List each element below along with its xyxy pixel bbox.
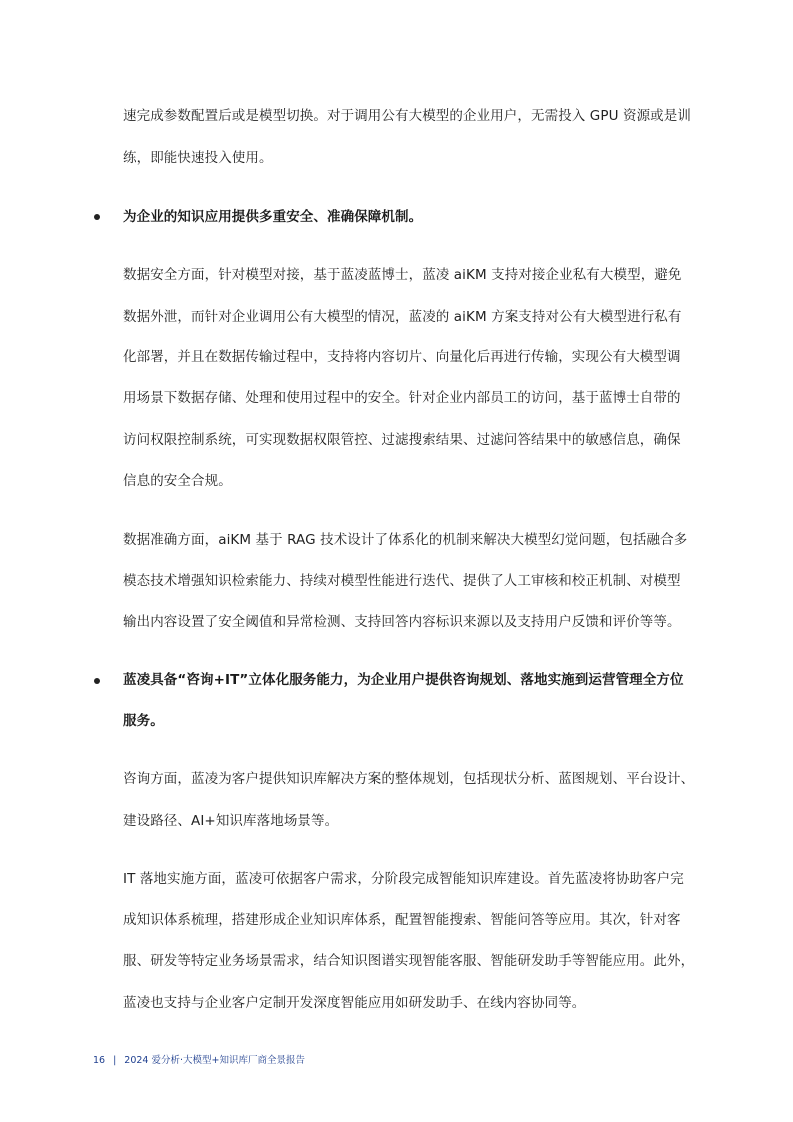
page-footer: [93, 1052, 305, 1066]
bullet-dot-1: [94, 214, 100, 220]
bullet-2-title-line-2: 服务。: [123, 713, 164, 729]
it-line-4: 蓝凌也支持与企业客户定制开发深度智能应用如研发助手、在线内容协同等。: [123, 995, 586, 1011]
report-title: 2024 爱分析·大模型+知识库厂商全景报告: [124, 1055, 305, 1066]
accuracy-line-1: 数据准确方面，aiKM 基于 RAG 技术设计了体系化的机制来解决大模型幻觉问题，包括融合多: [123, 532, 688, 548]
security-line-2: 数据外泄，而针对企业调用公有大模型的情况，蓝凌的 aiKM 方案支持对公有大模型进行私有: [123, 309, 682, 325]
bullet-dot-2: [94, 678, 100, 684]
it-line-1: IT 落地实施方面，蓝凌可依据客户需求，分阶段完成智能知识库建设。首先蓝凌将协助客户完: [123, 871, 684, 887]
it-line-3: 服、研发等特定业务场景需求，结合知识图谱实现智能客服、智能研发助手等智能应用。此外，: [123, 953, 695, 969]
it-line-2: 成知识体系梳理，搭建形成企业知识库体系，配置智能搜索、智能问答等应用。其次，针对客: [123, 912, 681, 928]
security-line-3: 化部署，并且在数据传输过程中，支持将内容切片、向量化后再进行传输，实现公有大模型调: [123, 349, 681, 365]
footer-separator: |: [113, 1055, 117, 1066]
security-line-5: 访问权限控制系统，可实现数据权限管控、过滤搜索结果、过滤问答结果中的敏感信息，确保: [123, 432, 681, 448]
security-line-1: 数据安全方面，针对模型对接，基于蓝凌蓝博士，蓝凌 aiKM 支持对接企业私有大模型，避免: [123, 267, 682, 283]
security-line-4: 用场景下数据存储、处理和使用过程中的安全。针对企业内部员工的访问，基于蓝博士自带的: [123, 390, 681, 406]
intro-line-1: 速完成参数配置后或是模型切换。对于调用公有大模型的企业用户，无需投入 GPU 资源或是训: [123, 108, 691, 124]
accuracy-line-3: 输出内容设置了安全阈值和异常检测、支持回答内容标识来源以及支持用户反馈和评价等等。: [123, 614, 681, 630]
accuracy-line-2: 模态技术增强知识检索能力、持续对模型性能进行迭代、提供了人工审核和校正机制、对模型: [123, 573, 681, 589]
intro-line-2: 练，即能快速投入使用。: [123, 150, 273, 166]
consulting-line-1: 咨询方面，蓝凌为客户提供知识库解决方案的整体规划，包括现状分析、蓝图规划、平台设计、: [123, 771, 695, 787]
page-number: 16: [93, 1055, 106, 1066]
consulting-line-2: 建设路径、AI+知识库落地场景等。: [123, 813, 339, 829]
bullet-1-title: 为企业的知识应用提供多重安全、准确保障机制。: [123, 209, 423, 225]
bullet-2-title-line-1: 蓝凌具备“咨询+IT”立体化服务能力，为企业用户提供咨询规划、落地实施到运营管理全方位: [123, 672, 684, 688]
security-line-6: 信息的安全合规。: [123, 473, 232, 489]
